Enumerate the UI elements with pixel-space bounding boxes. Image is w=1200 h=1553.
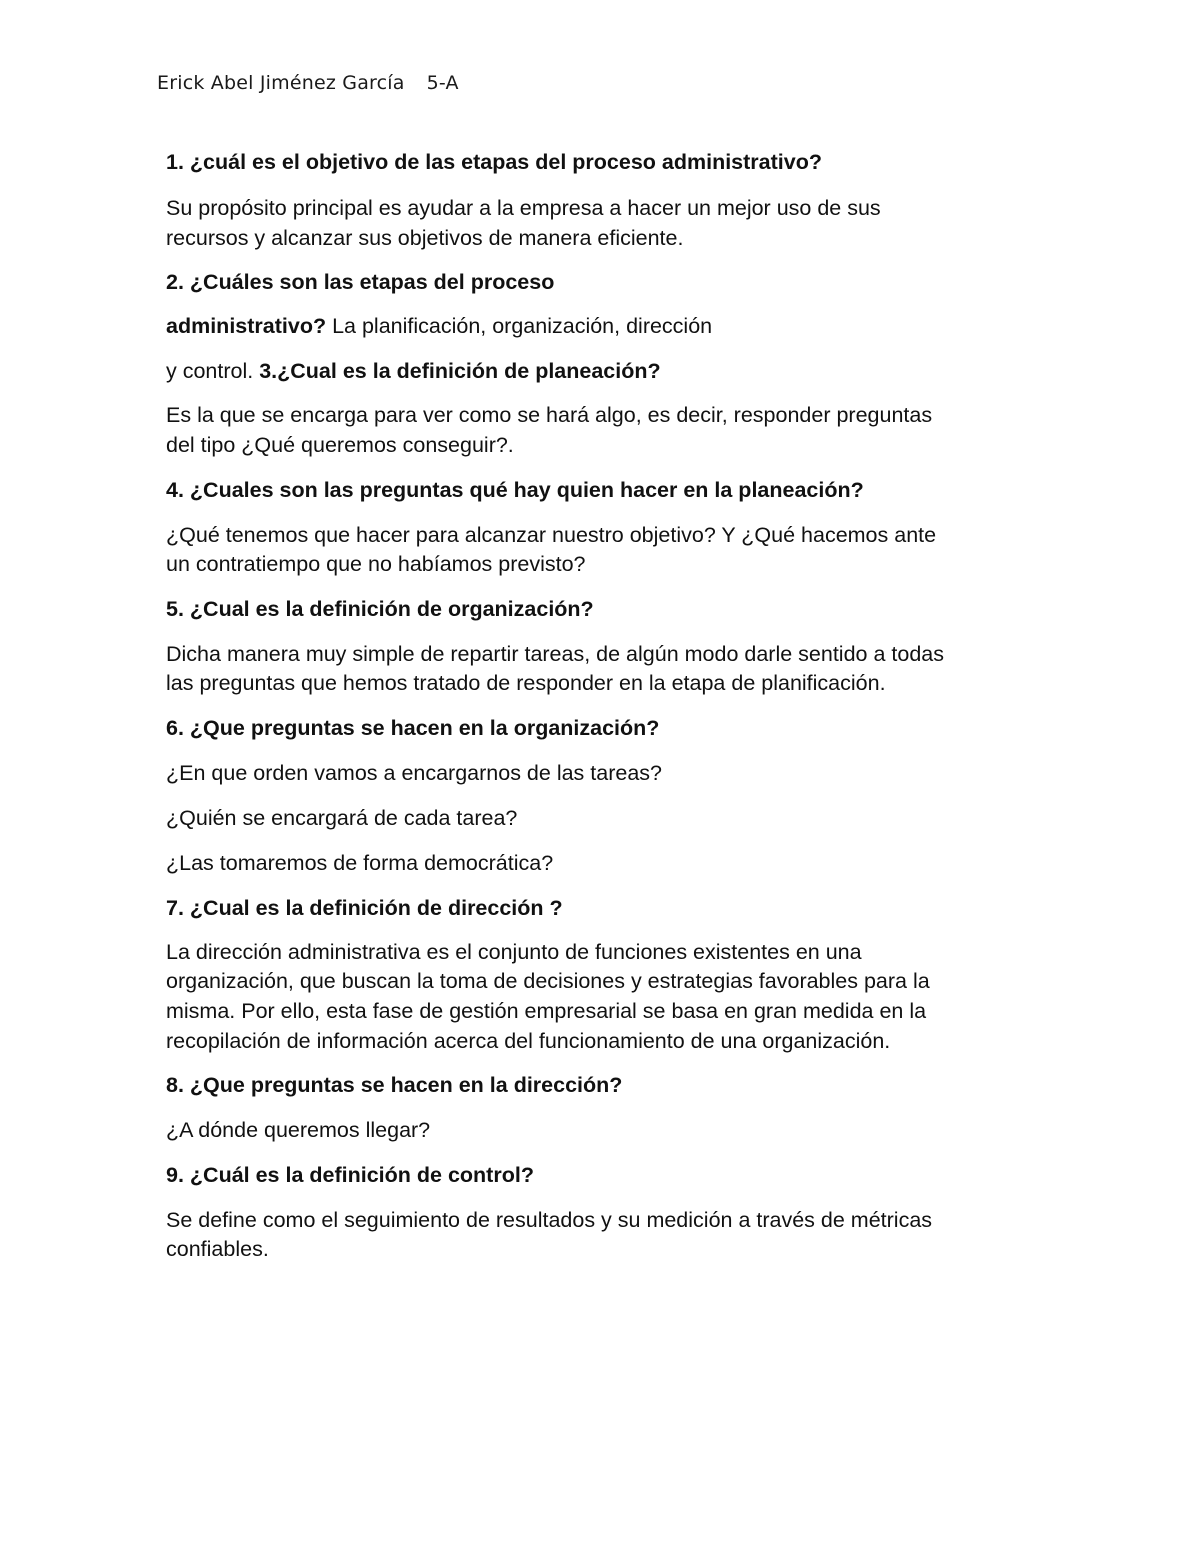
question-5: 5. ¿Cual es la definición de organización?	[166, 597, 594, 621]
answer-2-and-question-3	[166, 356, 661, 386]
question-9: 9. ¿Cuál es la definición de control?	[166, 1163, 534, 1187]
author-name: Erick Abel Jiménez García	[157, 72, 405, 94]
question-4: 4. ¿Cuales son las preguntas qué hay quien hacer en la planeación?	[166, 478, 864, 502]
answer-8-item-1: ¿A dónde queremos llegar?	[166, 1118, 431, 1142]
question-2-line-1: 2. ¿Cuáles son las etapas del proceso	[166, 270, 555, 294]
answer-7-line-1: La dirección administrativa es el conjunto de funciones existentes en una	[166, 940, 862, 964]
answer-9-line-1: Se define como el seguimiento de resultados y su medición a través de métricas	[166, 1208, 933, 1232]
answer-3-line-2: del tipo ¿Qué queremos conseguir?.	[166, 433, 514, 457]
answer-2-part-2: y control.	[166, 359, 254, 383]
answer-5-line-2: las preguntas que hemos tratado de responder en la etapa de planificación.	[166, 671, 886, 695]
answer-6-item-1: ¿En que orden vamos a encargarnos de las tareas?	[166, 761, 662, 785]
answer-2-part-1: La planificación, organización, dirección	[326, 314, 713, 338]
answer-7-line-4: recopilación de información acerca del funcionamiento de una organización.	[166, 1029, 891, 1053]
answer-1-line-1: Su propósito principal es ayudar a la empresa a hacer un mejor uso de sus	[166, 196, 881, 220]
question-1: 1. ¿cuál es el objetivo de las etapas del proceso administrativo?	[166, 150, 822, 174]
answer-4-line-1: ¿Qué tenemos que hacer para alcanzar nuestro objetivo? Y ¿Qué hacemos ante	[166, 523, 937, 547]
question-2-end: administrativo?	[166, 314, 327, 338]
question-8: 8. ¿Que preguntas se hacen en la dirección?	[166, 1073, 623, 1097]
class-group: 5-A	[426, 72, 459, 94]
question-6: 6. ¿Que preguntas se hacen en la organización?	[166, 716, 660, 740]
answer-3-line-1: Es la que se encarga para ver como se hará algo, es decir, responder preguntas	[166, 403, 933, 427]
question-7: 7. ¿Cual es la definición de dirección ?	[166, 896, 563, 920]
answer-7-line-2: organización, que buscan la toma de decisiones y estrategias favorables para la	[166, 969, 930, 993]
answer-6-item-2: ¿Quién se encargará de cada tarea?	[166, 806, 518, 830]
question-3: 3.¿Cual es la definición de planeación?	[253, 359, 661, 383]
document-header	[157, 72, 459, 94]
answer-6-item-3: ¿Las tomaremos de forma democrática?	[166, 851, 554, 875]
answer-7-line-3: misma. Por ello, esta fase de gestión empresarial se basa en gran medida en la	[166, 999, 927, 1023]
answer-9-line-2: confiables.	[166, 1237, 269, 1261]
answer-4-line-2: un contratiempo que no habíamos previsto?	[166, 552, 586, 576]
answer-5-line-1: Dicha manera muy simple de repartir tareas, de algún modo darle sentido a todas	[166, 642, 944, 666]
question-2-line-2	[166, 311, 712, 341]
answer-1-line-2: recursos y alcanzar sus objetivos de manera eficiente.	[166, 226, 684, 250]
